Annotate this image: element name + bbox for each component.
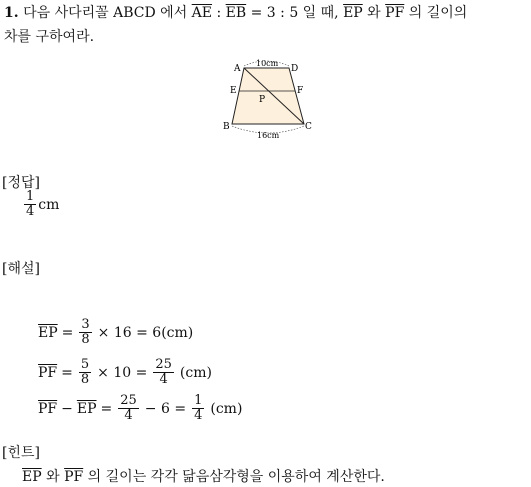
eq1-num: 3 <box>81 317 90 332</box>
problem-text: 다음 사다리꼴 ABCD 에서 <box>23 5 188 21</box>
eq3-rest: (cm) <box>210 400 243 417</box>
hint-text <box>22 466 385 486</box>
eq1-fraction <box>79 318 91 347</box>
label-a: A <box>234 64 241 74</box>
eq2-num: 5 <box>80 357 90 372</box>
eq2-num2: 25 <box>155 357 172 372</box>
eq3-lhs2: $\overline{EP}$ <box>76 400 97 417</box>
eq2-fraction-2 <box>153 358 174 387</box>
eq2-lhs: $\overline{PF}$ <box>38 364 58 381</box>
ratio-text: = 3 : 5 일 때, <box>250 5 339 21</box>
eq2-mid: × 10 = <box>97 364 148 381</box>
eq3-fraction-2 <box>192 394 204 423</box>
answer-value <box>22 190 59 219</box>
problem-line-2: 차를 구하여라. <box>4 29 95 45</box>
conjunction: 와 <box>367 5 381 21</box>
eq3-num: 25 <box>120 393 137 408</box>
problem-number: 1. <box>4 5 19 21</box>
hint-segment-pf: $\overline{PF}$ <box>64 469 84 485</box>
label-d: D <box>291 64 299 74</box>
answer-denominator: 4 <box>26 204 35 219</box>
eq3-mid: − 6 = <box>144 400 187 417</box>
answer-fraction <box>24 190 36 219</box>
label-b: B <box>223 122 230 132</box>
equation-3 <box>38 394 242 423</box>
label-f: F <box>297 86 304 96</box>
eq3-den: 4 <box>124 408 133 423</box>
answer-heading: [정답] <box>2 175 40 191</box>
equation-2 <box>38 358 212 387</box>
eq1-rest: × 16 = 6(cm) <box>97 324 194 341</box>
eq3-minus: − <box>61 400 73 417</box>
eq1-lhs: $\overline{EP}$ <box>38 324 58 341</box>
eq2-rest: (cm) <box>179 364 212 381</box>
segment-ae: $\overline{AE}$ <box>191 5 213 21</box>
segment-pf: $\overline{PF}$ <box>385 5 405 21</box>
eq2-equals: = <box>61 364 73 381</box>
trapezoid-fill <box>232 68 304 124</box>
label-e: E <box>230 86 237 96</box>
eq2-den2: 4 <box>159 372 168 387</box>
hint-heading: [힌트] <box>2 445 40 461</box>
bottom-length: 16cm <box>257 131 280 140</box>
equation-1 <box>38 318 193 347</box>
eq3-fraction-1 <box>118 394 139 423</box>
label-c: C <box>305 122 312 132</box>
eq2-den: 8 <box>80 372 90 387</box>
label-p: P <box>259 95 266 105</box>
eq3-num2: 1 <box>194 393 203 408</box>
problem-line-1 <box>4 2 467 22</box>
eq3-equals: = <box>100 400 113 417</box>
top-length: 10cm <box>256 59 279 68</box>
problem-text-end: 의 길이의 <box>408 5 468 21</box>
eq1-den: 8 <box>81 332 90 347</box>
solution-heading: [해설] <box>2 261 40 277</box>
answer-numerator: 1 <box>26 189 35 204</box>
hint-segment-ep: $\overline{EP}$ <box>22 469 42 485</box>
eq2-fraction-1 <box>79 358 91 387</box>
eq1-equals: = <box>61 324 74 341</box>
eq3-lhs1: $\overline{PF}$ <box>38 400 58 417</box>
eq3-den2: 4 <box>194 408 203 423</box>
answer-unit: cm <box>38 196 60 213</box>
segment-ep: $\overline{EP}$ <box>343 5 363 21</box>
hint-conjunction: 와 <box>46 469 60 485</box>
trapezoid-figure <box>222 58 322 140</box>
colon: : <box>216 5 222 21</box>
segment-eb: $\overline{EB}$ <box>225 5 247 21</box>
hint-body: 의 길이는 각각 닮음삼각형을 이용하여 계산한다. <box>87 469 385 485</box>
